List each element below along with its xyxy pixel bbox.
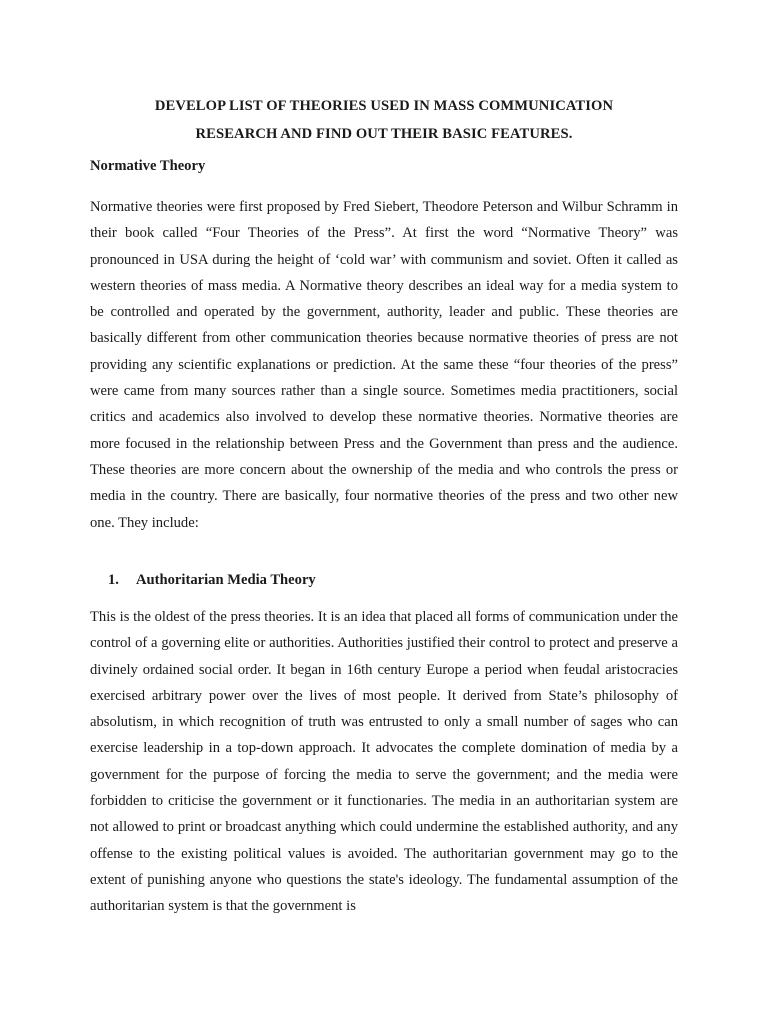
paragraph-normative-theory: Normative theories were first proposed by Fred Siebert, Theodore Peterson and Wilbur Schramm in their book called “Four Theories of the Press”. At first the word “Normative Theory” was pronounced in USA during the height of ‘cold war’ with communism and soviet. Often it called as western theories of mass media. A Normative theory describes an ideal way for a media system to be controlled and operated by the government, authority, leader and public. These theories are basically different from other communication theories because normative theories of press are not providing any scientific explanations or prediction. At the same these “four theories of the press” were came from many sources rather than a single source. Sometimes media practitioners, social critics and academics also involved to develop these normative theories. Normative theories are more focused in the relationship between Press and the Government than press and the audience. These theories are more concern about the ownership of the media and who controls the press or media in the country. There are basically, four normative theories of the press and two other new one. They include: <box>90 199 678 531</box>
title-line-2: RESEARCH AND FIND OUT THEIR BASIC FEATURES. <box>195 126 573 142</box>
section-number: 1. <box>108 572 119 588</box>
paragraph-authoritarian-theory: This is the oldest of the press theories. It is an idea that placed all forms of communication under the control of a governing elite or authorities. Authorities justified their control to protect and preserve a divinely ordained social order. It began in 16th century Europe a period when feudal aristocracies exercised arbitrary power over the lives of most people. It derived from State’s philosophy of absolutism, in which recognition of truth was entrusted to only a small number of sages who can exercise leadership in a top-down approach. It advocates the complete domination of media by a government for the purpose of forcing the media to serve the government; and the media were forbidden to criticise the government or it functionaries. The media in an authoritarian system are not allowed to print or broadcast anything which could undermine the established authority, and any offense to the existing political values is avoided. The authoritarian government may go to the extent of punishing anyone who questions the state's ideology. The fundamental assumption of the authoritarian system is that the government is <box>90 609 678 915</box>
section-heading-normative-theory: Normative Theory <box>90 158 206 174</box>
section-heading-authoritarian <box>108 570 316 590</box>
title-line-1: DEVELOP LIST OF THEORIES USED IN MASS COMMUNICATION <box>154 98 614 114</box>
document-title <box>90 92 678 148</box>
section-heading-text: Authoritarian Media Theory <box>136 572 316 588</box>
